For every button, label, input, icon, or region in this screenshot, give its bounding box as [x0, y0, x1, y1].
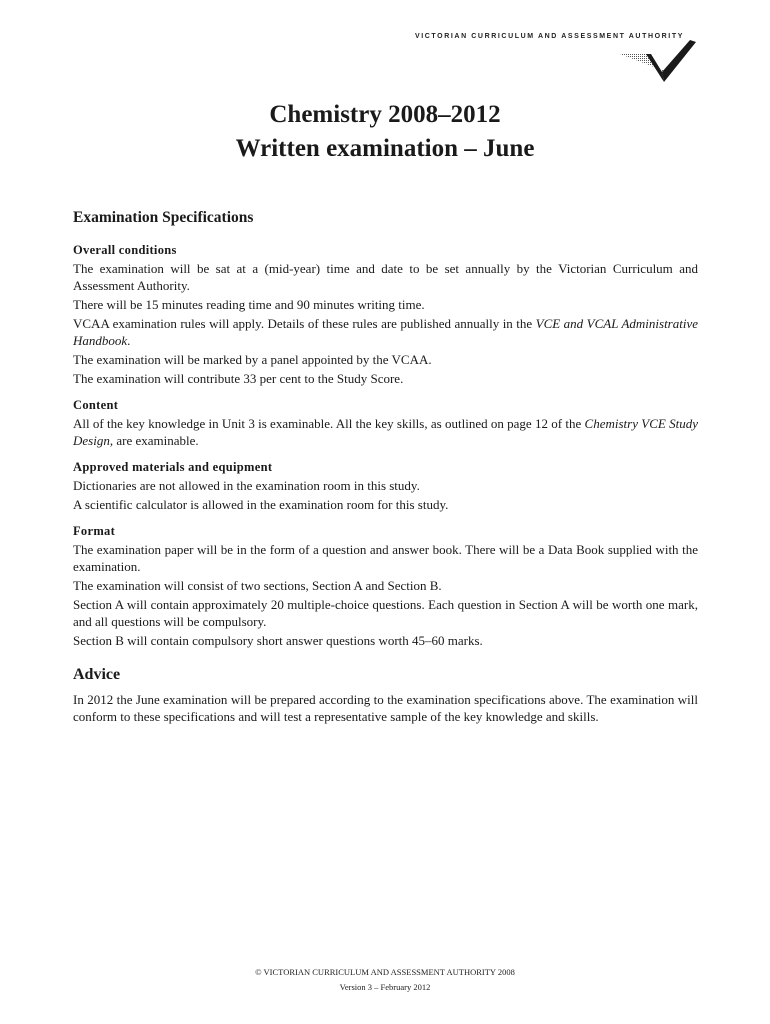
format-p1: The examination paper will be in the form of a question and answer book. There will be a Data Book supplied with the examination.: [73, 542, 698, 574]
content-section: [73, 397, 698, 449]
content-p1-text: All of the key knowledge in Unit 3 is examinable. All the key skills, as outlined on page 12 of the: [73, 416, 585, 431]
content-p1: [73, 415, 698, 449]
overall-p3-end: .: [127, 333, 131, 348]
materials-section: [73, 459, 698, 513]
content-heading: Content: [73, 398, 119, 412]
title-line-2: Written examination – June: [235, 135, 535, 162]
content-p1-end: , are examinable.: [109, 433, 199, 448]
overall-conditions-heading: Overall conditions: [73, 243, 177, 257]
overall-p5: The examination will contribute 33 per cent to the Study Score.: [73, 371, 404, 386]
overall-p3: [73, 315, 698, 349]
authority-name: VICTORIAN CURRICULUM AND ASSESSMENT AUTHORITY: [414, 33, 684, 40]
overall-p3-text: VCAA examination rules will apply. Details of these rules are published annually in the: [73, 316, 536, 331]
document-title: [0, 98, 770, 166]
overall-conditions-section: [73, 242, 698, 387]
overall-p4: The examination will be marked by a panel appointed by the VCAA.: [73, 352, 432, 367]
footer-copyright: © VICTORIAN CURRICULUM AND ASSESSMENT AUTHORITY 2008: [255, 967, 515, 977]
main-content: [73, 208, 698, 727]
handbook-title: VCE and VCAL Administrative Handbook: [73, 316, 698, 348]
advice-p1: In 2012 the June examination will be prepared according to the examination specifications above. The examination will conform to these specifications and will test a representative sample of the key knowledge and skills.: [73, 692, 698, 724]
page-footer: [0, 965, 770, 995]
study-design-title: Chemistry VCE Study Design: [73, 416, 698, 448]
format-p4: Section B will contain compulsory short answer questions worth 45–60 marks.: [73, 633, 483, 648]
format-heading: Format: [73, 524, 116, 538]
overall-p2: There will be 15 minutes reading time and 90 minutes writing time.: [73, 297, 425, 312]
materials-p1: Dictionaries are not allowed in the examination room in this study.: [73, 478, 420, 493]
vcaa-check-logo-icon: [618, 40, 698, 86]
overall-p1: The examination will be sat at a (mid-year) time and date to be set annually by the Victorian Curriculum and Assessment Authority.: [73, 261, 698, 293]
advice-heading: Advice: [73, 666, 121, 683]
format-p2: The examination will consist of two sections, Section A and Section B.: [73, 578, 442, 593]
specifications-heading: Examination Specifications: [73, 209, 254, 226]
title-line-1: Chemistry 2008–2012: [269, 101, 501, 128]
materials-heading: Approved materials and equipment: [73, 460, 273, 474]
materials-p2: A scientific calculator is allowed in the examination room for this study.: [73, 497, 449, 512]
format-section: [73, 523, 698, 649]
format-p3: Section A will contain approximately 20 multiple-choice questions. Each question in Section A will be worth one mark, and all questions will be compulsory.: [73, 597, 698, 629]
footer-version: Version 3 – February 2012: [339, 982, 431, 992]
